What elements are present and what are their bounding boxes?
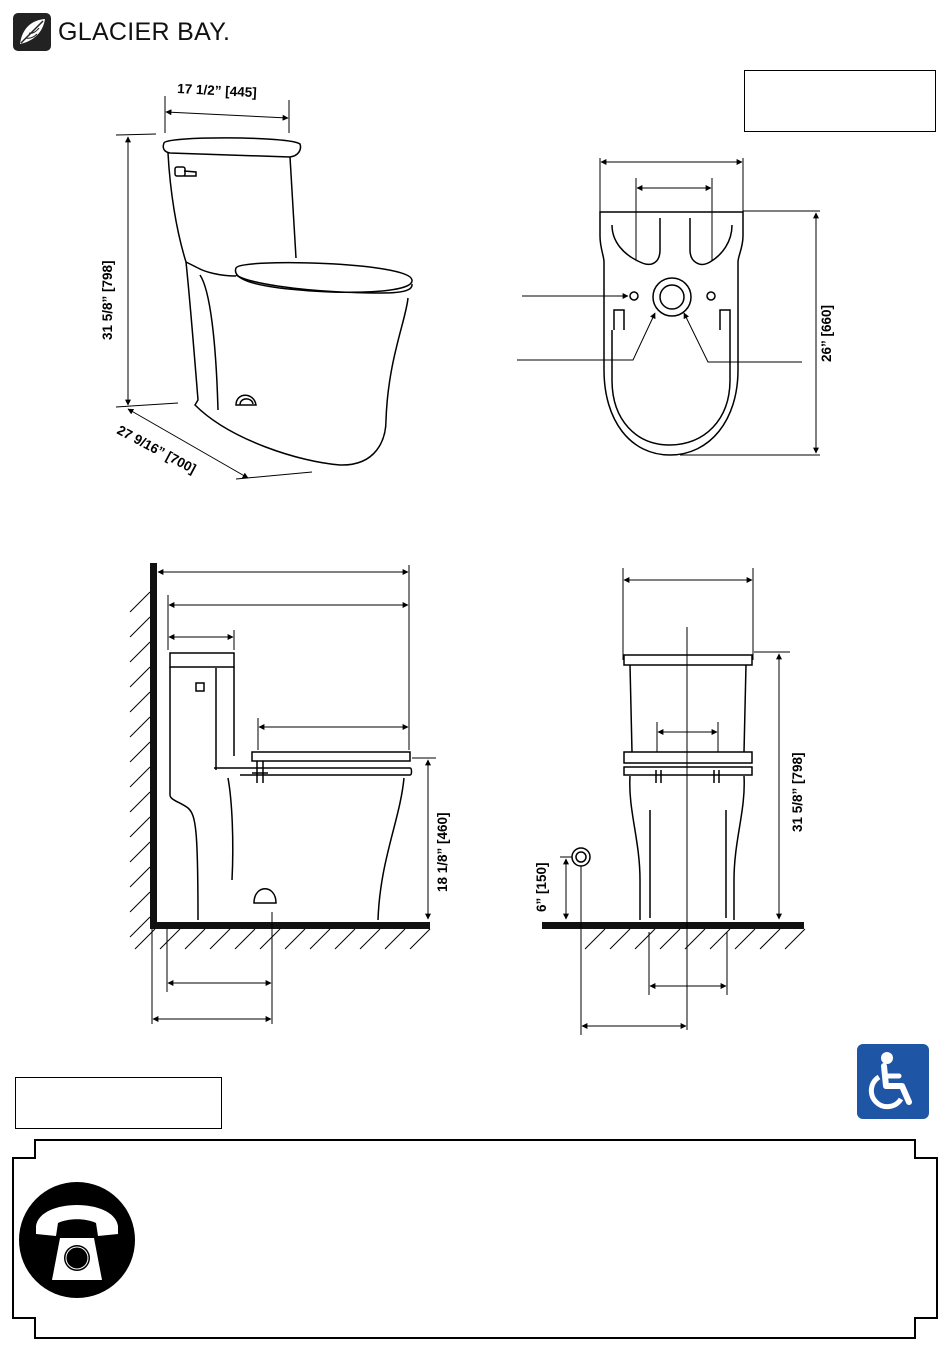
contact-banner-frame bbox=[13, 1140, 937, 1338]
supply-height-dimension-label: 6” [150] bbox=[534, 862, 549, 912]
brand-name: GLACIER BAY. bbox=[58, 17, 231, 46]
front-view bbox=[542, 568, 805, 1035]
side-view bbox=[130, 563, 436, 1024]
width-dimension-label: 17 1/2” [445] bbox=[176, 81, 258, 101]
telephone-icon bbox=[19, 1182, 135, 1298]
front-height-dimension-label: 31 5/8” [798] bbox=[790, 752, 805, 832]
height-dimension-label: 31 5/8” [798] bbox=[100, 260, 115, 340]
seat-height-dimension-label: 18 1/8” [460] bbox=[435, 812, 450, 892]
bowl-length-dimension-label: 26” [660] bbox=[819, 304, 834, 362]
perspective-view bbox=[116, 96, 412, 479]
length-dimension-label: 27 9/16” [700] bbox=[114, 422, 199, 477]
top-view bbox=[517, 158, 820, 455]
